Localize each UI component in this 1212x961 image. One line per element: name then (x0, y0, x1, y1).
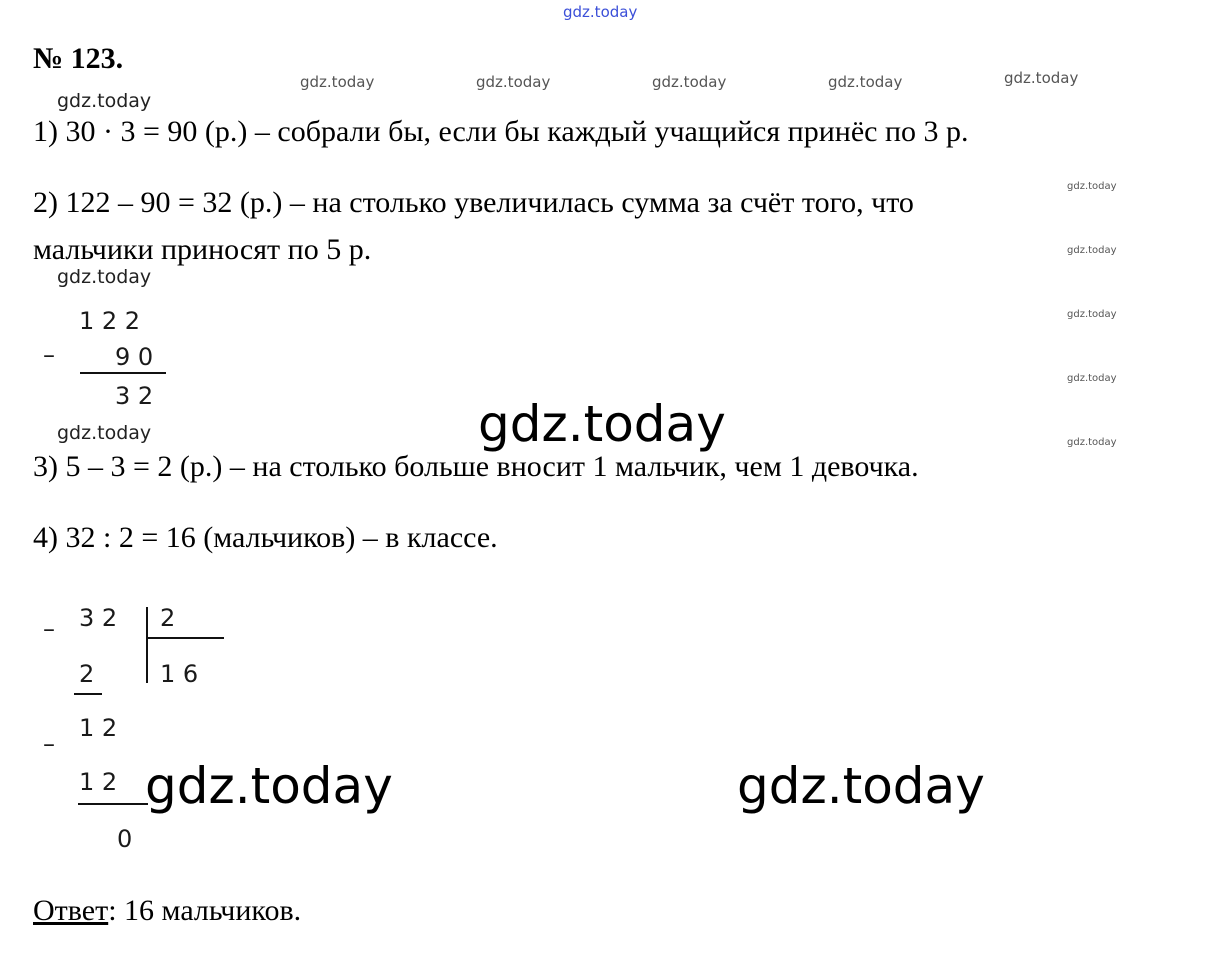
solution-step-2: 2) 122 – 90 = 32 (р.) – на столько увеличилась сумма за счёт того, что (33, 186, 914, 219)
division-second-product: 1 2 (79, 768, 118, 796)
division-minus-sign: – (43, 730, 55, 758)
watermark-text: gdz.today (478, 395, 726, 453)
division-final-remainder: 0 (117, 825, 133, 853)
watermark-text: gdz.today (476, 73, 551, 91)
division-dividend: 3 2 (79, 604, 118, 632)
problem-number: № 123. (33, 42, 124, 75)
division-bar-vertical (146, 607, 148, 683)
subtraction-subtrahend: 9 0 (115, 343, 154, 371)
division-bar-horizontal (146, 637, 224, 639)
watermark-text: gdz.today (828, 73, 903, 91)
watermark-text: gdz.today (57, 90, 152, 112)
division-partial: 1 2 (79, 714, 118, 742)
solution-step-1: 1) 30 · 3 = 90 (р.) – собрали бы, если бы каждый учащийся принёс по 3 р. (33, 115, 969, 148)
watermark-text: gdz.today (1067, 309, 1117, 320)
subtraction-line (80, 372, 166, 374)
subtraction-sign: – (43, 341, 55, 369)
solution-step-4: 4) 32 : 2 = 16 (мальчиков) – в классе. (33, 521, 498, 554)
watermark-text: gdz.today (737, 757, 985, 815)
division-quotient: 1 6 (160, 660, 199, 688)
division-first-product: 2 (79, 660, 95, 688)
site-mark: gdz.today (563, 3, 638, 21)
subtraction-difference: 3 2 (115, 382, 154, 410)
answer-label: Ответ (33, 894, 109, 927)
answer-line (33, 894, 301, 928)
subtraction-minuend: 1 2 2 (79, 307, 141, 335)
answer-text: : 16 мальчиков. (108, 894, 302, 927)
division-minus-sign: – (43, 615, 55, 643)
watermark-text: gdz.today (57, 266, 152, 288)
watermark-text: gdz.today (1067, 373, 1117, 384)
watermark-text: gdz.today (1067, 437, 1117, 448)
solution-step-3: 3) 5 – 3 = 2 (р.) – на столько больше вносит 1 мальчик, чем 1 девочка. (33, 450, 919, 483)
watermark-text: gdz.today (145, 757, 393, 815)
watermark-text: gdz.today (652, 73, 727, 91)
watermark-text: gdz.today (300, 73, 375, 91)
division-line-1 (74, 693, 102, 695)
division-line-2 (78, 803, 148, 805)
division-divisor: 2 (160, 604, 176, 632)
watermark-text: gdz.today (1004, 69, 1079, 87)
watermark-text: gdz.today (57, 422, 152, 444)
watermark-text: gdz.today (1067, 245, 1117, 256)
watermark-text: gdz.today (1067, 181, 1117, 192)
solution-step-2-continued: мальчики приносят по 5 р. (33, 233, 372, 266)
